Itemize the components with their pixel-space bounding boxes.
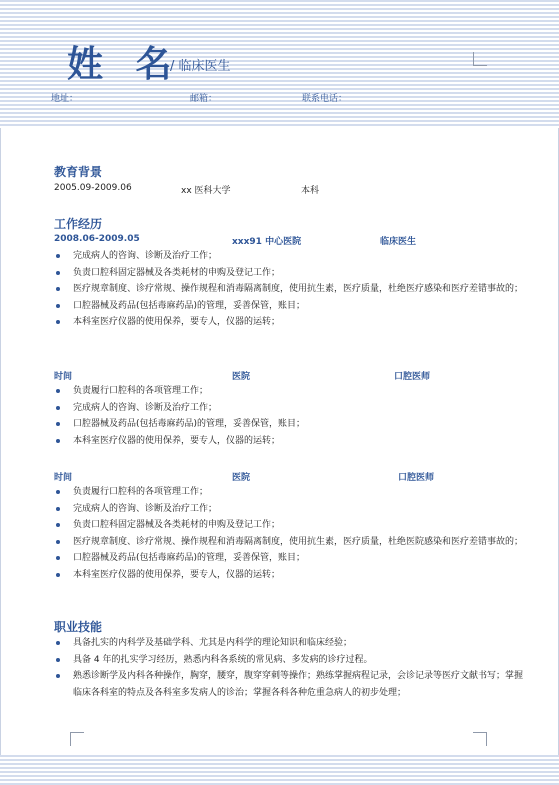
job-2-hospital: 医院 [232, 372, 251, 382]
job-3-hospital: 医院 [232, 473, 251, 483]
job-3-duty: 负责履行口腔科的各项管理工作； [56, 484, 526, 501]
contact-phone-label: 联系电话： [302, 94, 348, 104]
job-3-duty: 本科室医疗仪器的使用保养，要专人，仪器的运转； [56, 567, 526, 584]
job-3-duty: 完成病人的咨询、诊断及治疗工作； [56, 501, 526, 518]
skill-item: 熟悉诊断学及内科各种操作，胸穿，腰穿，腹穿穿刺等操作；熟练掌握病程记录，会诊记录等医疗文献书写；掌握临床各科室的特点及各科室多发病人的诊治；掌握各科各种危重急病人的初步处理； [56, 668, 526, 701]
job-2-duty: 本科室医疗仪器的使用保养，要专人，仪器的运转； [56, 433, 526, 450]
job-3-duty: 口腔器械及药品(包括毒麻药品)的管理，妥善保管，账目； [56, 550, 526, 567]
job-1-duty: 完成病人的咨询、诊断及治疗工作； [56, 248, 526, 265]
job-3-position: 口腔医师 [398, 473, 435, 483]
education-degree: 本科 [301, 186, 320, 196]
job-1-position: 临床医生 [380, 237, 417, 247]
job-1-duty: 本科室医疗仪器的使用保养，要专人，仪器的运转； [56, 314, 526, 331]
job-2-position: 口腔医师 [394, 372, 431, 382]
job-3-duties [56, 484, 526, 583]
contact-email-label: 邮箱： [190, 94, 218, 104]
job-2-duty: 负责履行口腔科的各项管理工作； [56, 383, 526, 400]
bottom-right-corner-mark [473, 732, 487, 746]
job-1-duty: 医疗规章制度、诊疗常规、操作规程和消毒隔离制度，使用抗生素，医疗质量，杜绝医疗感染和医疗差错事故的； [56, 281, 526, 298]
job-1-hospital: xxx91 中心医院 [232, 237, 302, 247]
job-2-duty: 完成病人的咨询、诊断及治疗工作； [56, 400, 526, 417]
skills-section-title: 职业技能 [54, 620, 103, 634]
header-corner-mark [473, 52, 487, 66]
education-school: xx 医科大学 [181, 186, 231, 196]
job-3-duty: 负责口腔科固定器械及各类耗材的申购及登记工作； [56, 517, 526, 534]
work-section-title: 工作经历 [54, 217, 103, 231]
footer-stripe-background [0, 755, 559, 785]
job-2-duties [56, 383, 526, 449]
skill-item: 具备扎实的内科学及基础学科、尤其是内科学的理论知识和临床经验； [56, 635, 526, 652]
job-1-duties [56, 248, 526, 331]
job-2-period: 时间 [54, 372, 73, 382]
bottom-left-corner-mark [70, 732, 84, 746]
job-1-period: 2008.06-2009.05 [54, 234, 140, 244]
skill-item: 具备 4 年的扎实学习经历，熟悉内科各系统的常见病、多发病的诊疗过程。 [56, 652, 526, 669]
education-section-title: 教育背景 [54, 165, 103, 179]
resume-job-title: / 临床医生 [170, 59, 231, 74]
education-period: 2005.09-2009.06 [54, 183, 132, 193]
contact-address-label: 地址： [51, 94, 79, 104]
job-3-duty: 医疗规章制度、诊疗常规、操作规程和消毒隔离制度，使用抗生素，医疗质量，杜绝医院感染和医疗差错事故的； [56, 534, 526, 551]
job-3-period: 时间 [54, 473, 73, 483]
job-1-duty: 口腔器械及药品(包括毒麻药品)的管理，妥善保管，账目； [56, 298, 526, 315]
job-1-duty: 负责口腔科固定器械及各类耗材的申购及登记工作； [56, 265, 526, 282]
resume-name: 姓 名 [67, 44, 182, 85]
skills-list [56, 635, 526, 701]
job-2-duty: 口腔器械及药品(包括毒麻药品)的管理，妥善保管，账目； [56, 416, 526, 433]
